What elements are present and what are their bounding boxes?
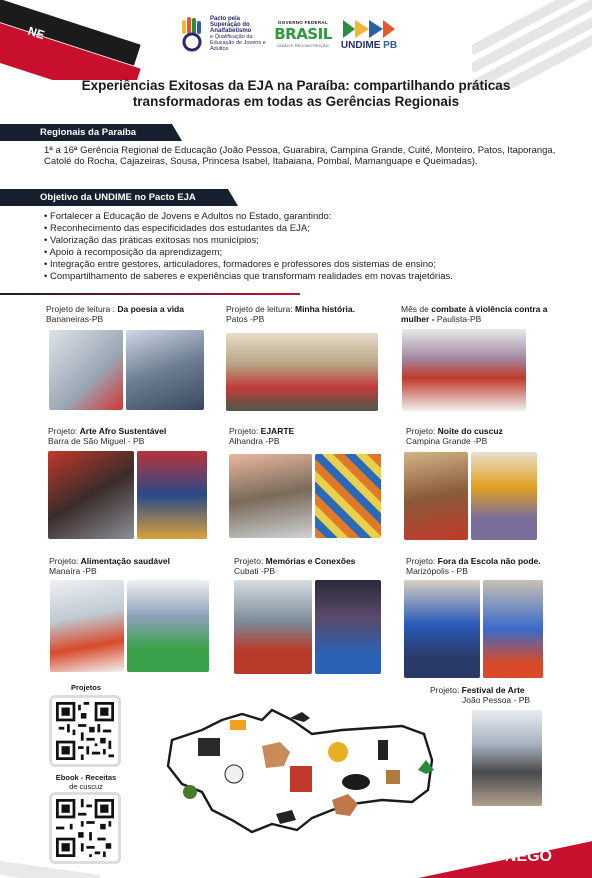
project-prefix: Projeto: (49, 556, 81, 566)
project-caption (430, 686, 570, 705)
regionais-heading-text: Regionais da Paraíba (40, 127, 137, 138)
project-photo (127, 580, 209, 672)
cangaceiro-hat-icon (342, 774, 370, 790)
project-prefix: Projeto: (229, 426, 261, 436)
project-place: Bananeiras-PB (46, 313, 104, 324)
gov-main: BRASIL (274, 25, 332, 43)
project-photo (226, 333, 378, 411)
top-left-ribbon (0, 0, 150, 80)
list-item: • Integração entre gestores, articuladores, formadores e professores dos sistemas de ensino; (44, 259, 574, 271)
project-prefix: Projeto: (430, 685, 462, 695)
project-photo (483, 580, 543, 678)
project-name: Noite do cuscuz (437, 426, 503, 436)
pacto-logo (180, 16, 266, 52)
top-right-stripes (472, 0, 592, 90)
regionais-heading (0, 124, 172, 141)
qr-code-icon (56, 702, 114, 760)
project-photo (48, 451, 134, 539)
project-place: Alhandra -PB (229, 435, 280, 446)
gov-federal-logo (274, 15, 332, 53)
project-photo (315, 454, 381, 538)
project-prefix: Projeto: (234, 556, 266, 566)
regionais-text: 1ª a 16ª Gerência Regional de Educação (João Pessoa, Guarabira, Campina Grande, Cuité, Monteiro, Patos, Itaporanga, Catolé do Rocha, Cajazeiras, Sousa, Princesa Isabel, Itabaiana, Pombal, Mamanguape e Queimadas). (44, 145, 556, 167)
project-place: Paulista-PB (434, 313, 482, 324)
undime-mark-icon (341, 18, 397, 40)
undime-logo (340, 18, 398, 51)
project-caption (46, 305, 216, 324)
dancers-icon (290, 766, 312, 792)
project-photo (315, 580, 381, 674)
pacto-title: Pacto pela Superação do Analfabetismo (210, 16, 252, 34)
project-name: Memórias e Conexões (265, 556, 356, 566)
project-caption (48, 427, 218, 446)
undime-word: UNDIME (340, 39, 381, 51)
gov-sub: UNIÃO E RECONSTRUÇÃO (277, 43, 329, 48)
objetivo-heading-text: Objetivo da UNDIME no Pacto EJA (40, 192, 196, 203)
qr-label-ebook-line1: Ebook - Receitas (55, 773, 117, 782)
project-place: Barra de São Miguel - PB (48, 435, 145, 446)
list-item: • Apoio à recomposição da aprendizagem; (44, 247, 574, 259)
project-name: Arte Afro Sustentável (79, 426, 167, 436)
project-prefix: Projeto: (406, 556, 438, 566)
project-photo (234, 580, 312, 674)
project-place: Cubati -PB (234, 565, 276, 576)
project-caption (401, 305, 561, 324)
list-item: • Compartilhamento de saberes e experiências que transformam realidades em novas trajetórias. (44, 271, 574, 283)
project-name: Festival de Arte (461, 685, 525, 695)
project-prefix: Projeto: (48, 426, 80, 436)
page-title (40, 78, 552, 110)
project-prefix: Projeto de leitura : (46, 304, 118, 314)
project-place: Marizópolis - PB (406, 565, 468, 576)
project-caption (406, 557, 556, 576)
pacto-hand-icon (180, 16, 206, 52)
qr-label-projetos: Projetos (70, 683, 101, 692)
project-place: João Pessoa - PB (462, 694, 531, 705)
undime-state: PB (383, 39, 398, 51)
project-photo (126, 330, 204, 410)
project-caption (229, 427, 369, 446)
hat-icon (230, 720, 246, 730)
project-name: combate à violência contra a mulher - (401, 304, 548, 324)
objetivo-heading (0, 189, 228, 206)
project-photo (402, 329, 526, 411)
project-caption (226, 305, 378, 324)
title-line-1: Experiências Exitosas da EJA na Paraíba: compartilhando práticas (81, 78, 511, 93)
project-place: Patos -PB (226, 313, 265, 324)
corner-text-bottom: NEGO (504, 848, 552, 865)
project-photo (472, 710, 542, 806)
project-photo (404, 580, 480, 678)
project-caption (234, 557, 384, 576)
objetivo-list (44, 211, 574, 282)
accordion-icon (198, 738, 220, 756)
project-name: Minha história. (294, 304, 355, 314)
qr-label-ebook (44, 774, 128, 791)
project-caption (406, 427, 556, 446)
list-item: • Valorização das práticas exitosas nos municípios; (44, 235, 574, 247)
project-photo (229, 454, 312, 538)
project-name: Da poesia a vida (117, 304, 184, 314)
corn-icon (183, 785, 197, 799)
qr-label-ebook-line2: de cuscuz (69, 781, 103, 791)
pacto-sub: e Qualificação da Educação de Jovens e Adultos (210, 34, 266, 52)
project-photo (50, 580, 124, 672)
bottom-right-ribbon (392, 808, 592, 878)
project-photo (49, 330, 123, 410)
project-caption (49, 557, 219, 576)
list-item: • Reconhecimento das especificidades dos estudantes da EJA; (44, 223, 574, 235)
section-divider (0, 293, 300, 295)
bottom-left-stripe (0, 848, 100, 878)
project-photo (404, 452, 468, 540)
title-line-2: transformadoras em todas as Gerências Regionais (132, 94, 460, 109)
corner-text-top: NE (26, 23, 47, 43)
project-name: Fora da Escola não pode. (437, 556, 541, 566)
project-photo (137, 451, 207, 539)
project-name: EJARTE (260, 426, 295, 436)
list-item: • Fortalecer a Educação de Jovens e Adultos no Estado, garantindo: (44, 211, 574, 223)
project-prefix: Projeto de leitura: (226, 304, 295, 314)
gov-top: GOVERNO FEDERAL (277, 20, 328, 25)
cuscuz-icon (328, 742, 348, 762)
project-photo (471, 452, 537, 540)
person-icon (225, 765, 243, 783)
project-prefix: Mês de (401, 304, 432, 314)
instrument-icon (378, 740, 388, 760)
qr-code-projetos[interactable] (49, 695, 121, 767)
craft-icon (386, 770, 400, 784)
project-place: Campina Grande -PB (406, 435, 488, 446)
project-name: Alimentação saudável (80, 556, 170, 566)
logo-bar (180, 14, 398, 54)
project-place: Manaíra -PB (49, 565, 97, 576)
project-prefix: Projeto: (406, 426, 438, 436)
